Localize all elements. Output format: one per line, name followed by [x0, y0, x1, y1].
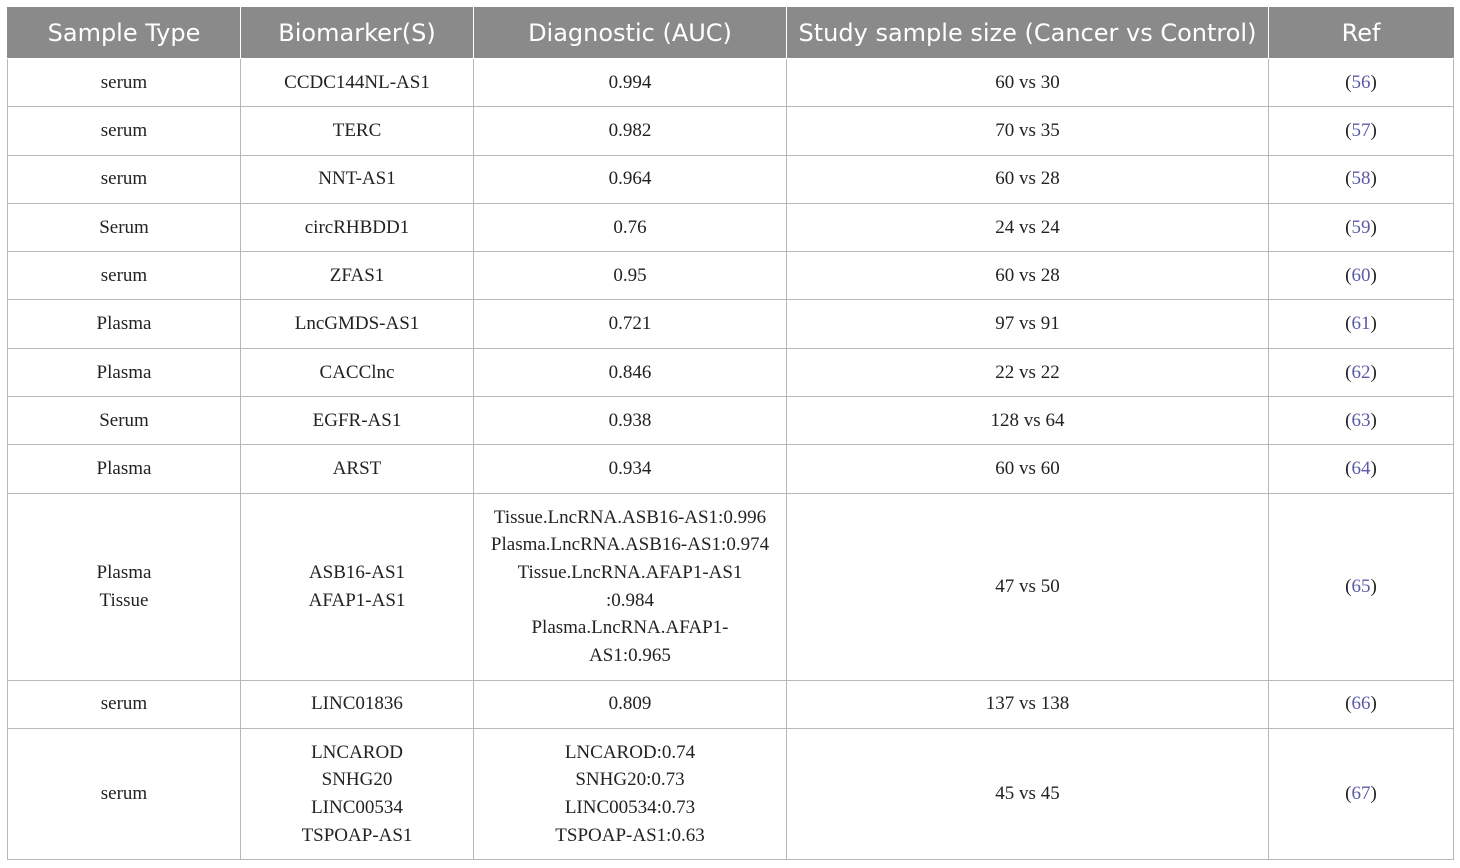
- ref-link[interactable]: 65: [1351, 575, 1371, 597]
- table-row: [8, 300, 1454, 348]
- auc-cell: [474, 155, 787, 203]
- sample-type-cell-line: Plasma: [96, 458, 152, 480]
- header-biomarker: Biomarker(S): [241, 7, 474, 59]
- table-row: [8, 493, 1454, 680]
- sample-size-cell: 70 vs 35: [787, 107, 1269, 155]
- auc-cell: [474, 203, 787, 251]
- biomarker-cell-line: TERC: [332, 120, 382, 142]
- auc-cell: [474, 59, 787, 107]
- auc-cell-line: 0.964: [608, 168, 652, 190]
- table-row: [8, 445, 1454, 493]
- sample-type-cell: [8, 680, 241, 728]
- ref-cell: (67): [1269, 728, 1454, 859]
- auc-cell: [474, 493, 787, 680]
- sample-type-cell: [8, 300, 241, 348]
- ref-cell: (60): [1269, 252, 1454, 300]
- sample-type-cell: [8, 107, 241, 155]
- sample-size-cell: 60 vs 28: [787, 252, 1269, 300]
- auc-cell-line: Plasma.LncRNA.ASB16-AS1:0.974: [490, 534, 770, 556]
- biomarker-cell: [241, 397, 474, 445]
- auc-cell: [474, 300, 787, 348]
- ref-link[interactable]: 62: [1351, 361, 1371, 383]
- biomarker-cell-line: LncGMDS-AS1: [294, 313, 420, 335]
- ref-cell: (59): [1269, 203, 1454, 251]
- auc-cell-line: SNHG20:0.73: [575, 769, 685, 791]
- auc-cell-line: 0.982: [608, 120, 652, 142]
- biomarker-cell-line: LNCAROD: [311, 741, 403, 763]
- ref-link[interactable]: 60: [1351, 264, 1371, 286]
- sample-type-cell-line: serum: [100, 783, 148, 805]
- ref-link[interactable]: 63: [1351, 409, 1371, 431]
- sample-size-cell: 128 vs 64: [787, 397, 1269, 445]
- sample-size-cell: 60 vs 30: [787, 59, 1269, 107]
- sample-type-cell-line: Serum: [99, 409, 149, 431]
- auc-cell: [474, 397, 787, 445]
- auc-cell-line: 0.846: [608, 361, 652, 383]
- biomarker-cell: [241, 680, 474, 728]
- ref-cell: (63): [1269, 397, 1454, 445]
- auc-cell: [474, 348, 787, 396]
- ref-cell: (62): [1269, 348, 1454, 396]
- header-diagnostic-auc: Diagnostic (AUC): [474, 7, 787, 59]
- sample-type-cell: [8, 728, 241, 859]
- auc-cell: [474, 107, 787, 155]
- sample-type-cell-line: Serum: [99, 216, 149, 238]
- ref-link[interactable]: 67: [1351, 783, 1371, 805]
- biomarker-cell-line: AFAP1-AS1: [308, 589, 406, 611]
- auc-cell-line: LINC00534:0.73: [564, 796, 696, 818]
- ref-cell: (64): [1269, 445, 1454, 493]
- biomarker-cell-line: EGFR-AS1: [312, 409, 402, 431]
- auc-cell-line: LNCAROD:0.74: [564, 741, 696, 763]
- auc-cell: [474, 252, 787, 300]
- sample-size-cell: 45 vs 45: [787, 728, 1269, 859]
- ref-link[interactable]: 66: [1351, 693, 1371, 715]
- auc-cell-line: Plasma.LncRNA.AFAP1-: [531, 617, 729, 639]
- ref-cell: (66): [1269, 680, 1454, 728]
- biomarker-cell-line: NNT-AS1: [318, 168, 396, 190]
- auc-cell: [474, 728, 787, 859]
- auc-cell-line: 0.938: [608, 409, 652, 431]
- sample-type-cell-line: Plasma: [96, 313, 152, 335]
- biomarker-cell: [241, 493, 474, 680]
- sample-type-cell: [8, 445, 241, 493]
- auc-cell-line: Tissue.LncRNA.ASB16-AS1:0.996: [493, 506, 767, 528]
- sample-type-cell: [8, 397, 241, 445]
- header-sample-size: Study sample size (Cancer vs Control): [787, 7, 1269, 59]
- biomarker-cell: [241, 203, 474, 251]
- biomarker-cell-line: LINC01836: [311, 693, 403, 715]
- auc-cell-line: 0.721: [608, 313, 652, 335]
- sample-size-cell: 24 vs 24: [787, 203, 1269, 251]
- sample-type-cell: [8, 59, 241, 107]
- sample-size-cell: 22 vs 22: [787, 348, 1269, 396]
- biomarker-cell: [241, 59, 474, 107]
- header-row: [8, 7, 1454, 59]
- sample-type-cell-line: serum: [100, 264, 148, 286]
- sample-size-cell: 47 vs 50: [787, 493, 1269, 680]
- auc-cell-line: TSPOAP-AS1:0.63: [555, 824, 705, 846]
- biomarker-cell: [241, 107, 474, 155]
- biomarker-cell: [241, 300, 474, 348]
- biomarker-cell-line: LINC00534: [311, 796, 403, 818]
- table-row: [8, 680, 1454, 728]
- table-row: [8, 203, 1454, 251]
- table-row: [8, 728, 1454, 859]
- auc-cell-line: :0.984: [605, 589, 655, 611]
- biomarker-cell-line: ARST: [332, 458, 382, 480]
- sample-type-cell: [8, 348, 241, 396]
- auc-cell-line: 0.809: [608, 693, 652, 715]
- biomarker-table: [7, 7, 1454, 860]
- biomarker-cell: [241, 252, 474, 300]
- ref-link[interactable]: 61: [1351, 313, 1371, 335]
- auc-cell-line: 0.934: [608, 458, 652, 480]
- header-ref: Ref: [1269, 7, 1454, 59]
- biomarker-cell-line: TSPOAP-AS1: [301, 824, 413, 846]
- table-body: [8, 59, 1454, 860]
- ref-link[interactable]: 59: [1351, 216, 1371, 238]
- sample-type-cell-line: Tissue: [99, 589, 149, 611]
- ref-cell: (58): [1269, 155, 1454, 203]
- sample-size-cell: 60 vs 28: [787, 155, 1269, 203]
- sample-size-cell: 137 vs 138: [787, 680, 1269, 728]
- sample-type-cell-line: serum: [100, 168, 148, 190]
- ref-link[interactable]: 57: [1351, 120, 1371, 142]
- biomarker-cell-line: SNHG20: [321, 769, 393, 791]
- sample-type-cell: [8, 203, 241, 251]
- sample-type-cell-line: serum: [100, 71, 148, 93]
- ref-cell: (56): [1269, 59, 1454, 107]
- sample-size-cell: 97 vs 91: [787, 300, 1269, 348]
- auc-cell-line: Tissue.LncRNA.AFAP1-AS1: [517, 561, 743, 583]
- biomarker-cell-line: ASB16-AS1: [308, 561, 406, 583]
- biomarker-cell: [241, 348, 474, 396]
- ref-cell: (61): [1269, 300, 1454, 348]
- ref-link[interactable]: 64: [1351, 458, 1371, 480]
- biomarker-cell: [241, 445, 474, 493]
- auc-cell: [474, 445, 787, 493]
- biomarker-cell: [241, 728, 474, 859]
- table-row: [8, 252, 1454, 300]
- auc-cell-line: 0.76: [613, 216, 647, 238]
- table-row: [8, 397, 1454, 445]
- biomarker-cell-line: CACClnc: [319, 361, 395, 383]
- table-row: [8, 155, 1454, 203]
- header-sample-type: Sample Type: [8, 7, 241, 59]
- table-header: [8, 7, 1454, 59]
- ref-link[interactable]: 56: [1351, 71, 1371, 93]
- ref-cell: (65): [1269, 493, 1454, 680]
- sample-type-cell-line: serum: [100, 693, 148, 715]
- biomarker-cell-line: ZFAS1: [329, 264, 385, 286]
- auc-cell-line: 0.95: [613, 264, 647, 286]
- auc-cell-line: 0.994: [608, 71, 652, 93]
- auc-cell-line: AS1:0.965: [589, 645, 671, 667]
- table-row: [8, 107, 1454, 155]
- biomarker-cell-line: CCDC144NL-AS1: [284, 71, 430, 93]
- table-row: [8, 59, 1454, 107]
- ref-link[interactable]: 58: [1351, 168, 1371, 190]
- biomarker-cell: [241, 155, 474, 203]
- sample-type-cell: [8, 252, 241, 300]
- biomarker-cell-line: circRHBDD1: [304, 216, 410, 238]
- sample-size-cell: 60 vs 60: [787, 445, 1269, 493]
- sample-type-cell: [8, 493, 241, 680]
- auc-cell: [474, 680, 787, 728]
- table-row: [8, 348, 1454, 396]
- sample-type-cell-line: serum: [100, 120, 148, 142]
- sample-type-cell-line: Plasma: [96, 561, 152, 583]
- sample-type-cell: [8, 155, 241, 203]
- sample-type-cell-line: Plasma: [96, 361, 152, 383]
- ref-cell: (57): [1269, 107, 1454, 155]
